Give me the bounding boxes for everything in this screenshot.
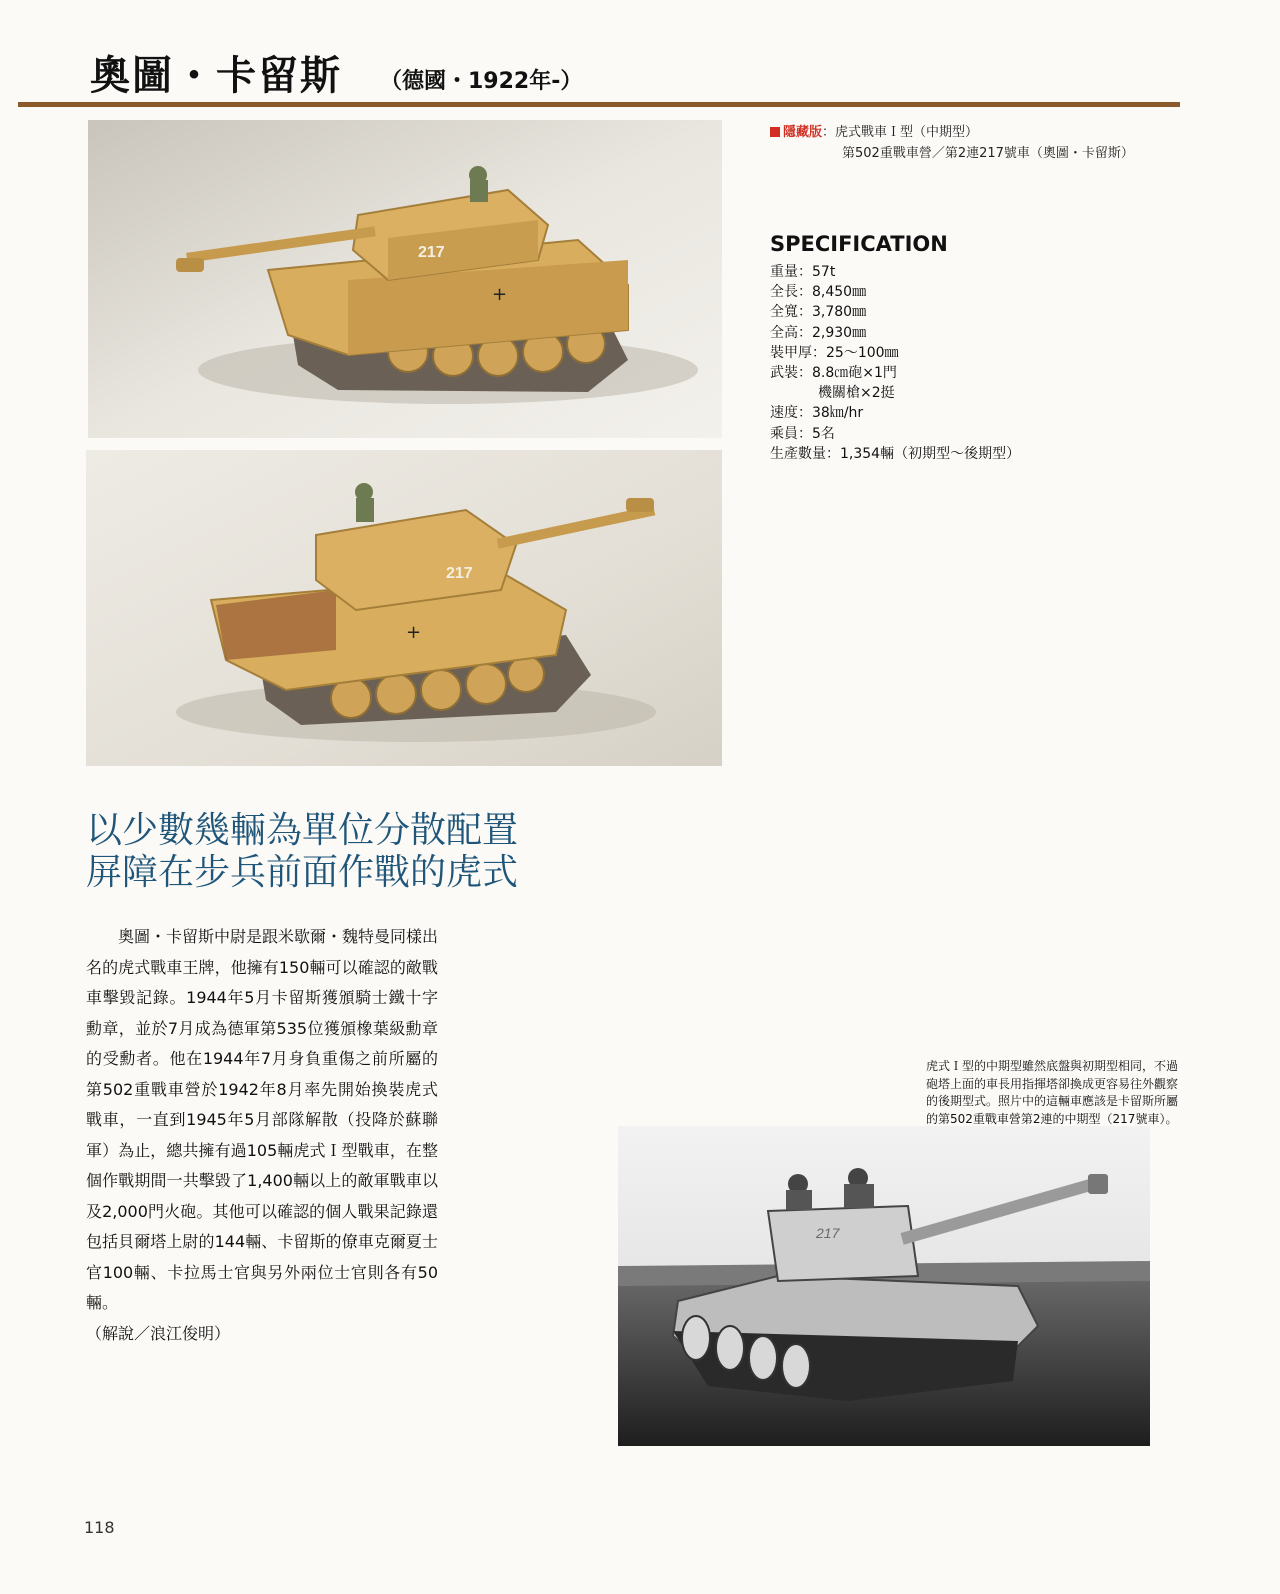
spec-speed: 速度：38㎞/hr	[770, 405, 864, 422]
turret-number: 217	[446, 565, 473, 582]
article-headline	[86, 810, 518, 894]
spec-armament-2: 機關槍×2挺	[818, 385, 895, 402]
spec-width: 全寬：3,780㎜	[770, 304, 867, 321]
page-subtitle: （德國・1922年-）	[380, 69, 583, 94]
red-square-icon	[770, 127, 780, 137]
svg-text:+: +	[406, 622, 422, 643]
headline-line-1: 以少數幾輛為單位分散配置	[86, 810, 519, 851]
spec-armament: 武裝：8.8㎝砲×1門	[770, 365, 897, 382]
article-credit: （解說／浪江俊明）	[86, 1323, 231, 1343]
page-title: 奧圖・卡留斯	[90, 53, 342, 99]
spec-list	[770, 262, 1020, 464]
spec-heading: SPECIFICATION	[770, 232, 948, 256]
photo-caption	[770, 122, 1134, 164]
spec-crew: 乘員：5名	[770, 425, 835, 442]
historical-photo-caption: 虎式Ｉ型的中期型雖然底盤與初期型相同，不過砲塔上面的車長用指揮塔卻換成更容易往外觀察的後期型式。照片中的這輛車應該是卡留斯所屬的第502重戰車營第2連的中期型（217號車）。	[926, 1059, 1179, 1126]
svg-text:+: +	[492, 284, 508, 305]
turret-number: 217	[418, 244, 445, 261]
spec-weight: 重量：57t	[770, 264, 836, 280]
model-photo-middle	[86, 450, 722, 766]
caption-line-2: 第502重戰車營／第2連217號車（奧圖・卡留斯）	[842, 146, 1134, 161]
page-number: 118	[84, 1518, 115, 1537]
article-paragraph: 奧圖・卡留斯中尉是跟米歇爾・魏特曼同樣出名的虎式戰車王牌，他擁有150輛可以確認的敵戰車擊毀記錄。1944年5月卡留斯獲頒騎士鐵十字勳章，並於7月成為德軍第535位獲頒橡葉級勳章的受勳者。他在1944年7月身負重傷之前所屬的第502重戰車營於1942年8月率先開始換裝虎式戰車，一直到1945年5月部隊解散（投降於蘇聯軍）為止，總共擁有過105輛虎式Ｉ型戰車，在整個作戰期間一共擊毀了1,400輛以上的敵軍戰車以及2,000門火砲。其他可以確認的個人戰果記錄還包括貝爾塔上尉的144輛、卡留斯的僚車克爾夏士官100輛、卡拉馬士官與另外兩位士官則各有50輛。	[86, 927, 439, 1312]
spec-armor: 裝甲厚：25～100㎜	[770, 344, 899, 361]
spec-production: 生產數量：1,354輛（初期型～後期型）	[770, 445, 1021, 462]
spec-length: 全長：8,450㎜	[770, 284, 867, 301]
historical-photo	[618, 1126, 1150, 1446]
caption-line-1: ：虎式戰車Ｉ型（中期型）	[822, 125, 979, 140]
article-body	[86, 922, 438, 1349]
turret-number: 217	[816, 1225, 840, 1241]
headline-line-2: 屏障在步兵前面作戰的虎式	[86, 852, 519, 893]
header-rule	[18, 102, 1180, 107]
model-photo-top	[88, 120, 722, 438]
spec-height: 全高：2,930㎜	[770, 324, 867, 341]
caption-tag: 隱藏版	[783, 125, 823, 140]
